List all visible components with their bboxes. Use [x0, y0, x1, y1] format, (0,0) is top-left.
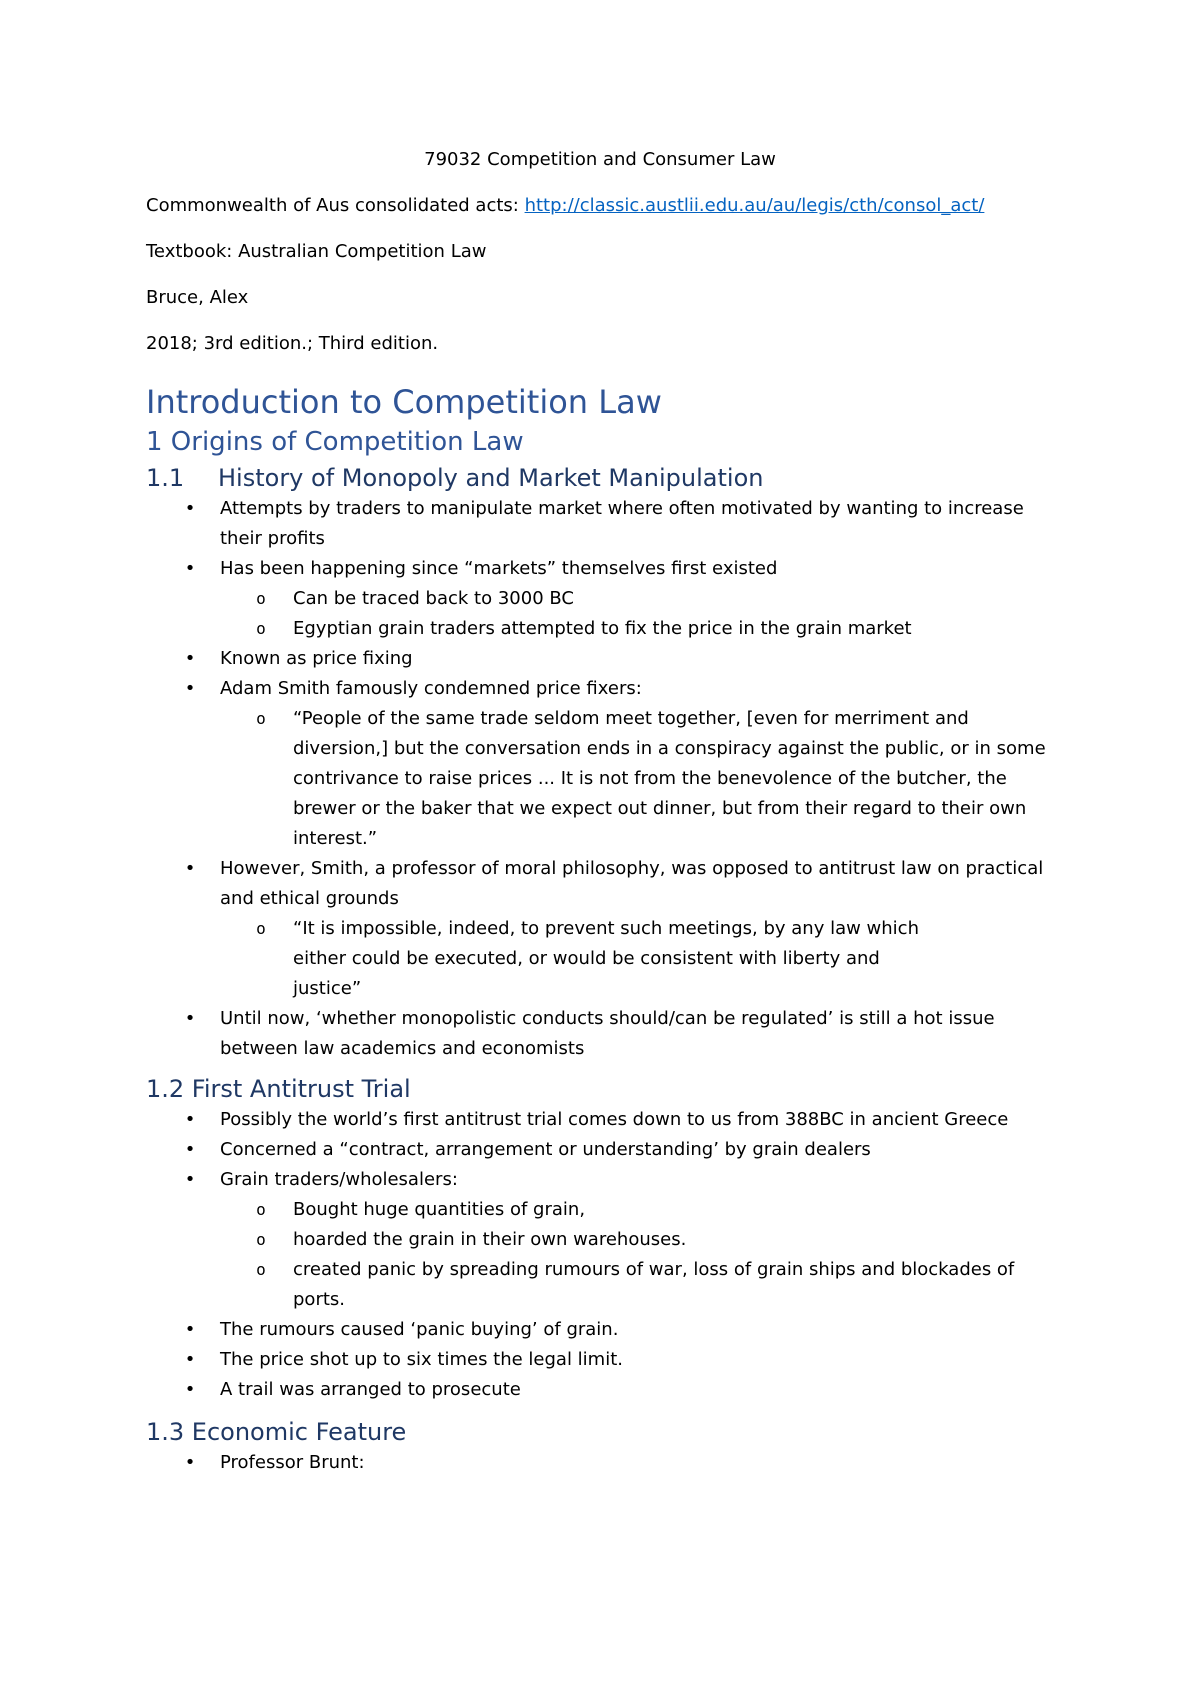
list-item-continued: their profits [220, 528, 325, 549]
list-item: Adam Smith famously condemned price fixers: [220, 678, 642, 699]
sub-bullet-marker: o [256, 1200, 266, 1219]
list-item: The price shot up to six times the legal limit. [220, 1349, 623, 1370]
sub-list-item: “It is impossible, indeed, to prevent such meetings, by any law which [293, 918, 919, 939]
list-item: Possibly the world’s first antitrust trial comes down to us from 388BC in ancient Greece [220, 1109, 1009, 1130]
list-item: Concerned a “contract, arrangement or understanding’ by grain dealers [220, 1139, 871, 1160]
list-item: Known as price fixing [220, 648, 413, 669]
sub-bullet-marker: o [256, 619, 266, 638]
heading-economic-feature: 1.3 Economic Feature [146, 1418, 407, 1446]
author-line: Bruce, Alex [146, 287, 249, 308]
list-item-continued: and ethical grounds [220, 888, 399, 909]
bullet-marker: • [184, 1008, 196, 1029]
sub-list-item: Egyptian grain traders attempted to fix the price in the grain market [293, 618, 912, 639]
bullet-marker: • [184, 648, 196, 669]
heading-history-title: History of Monopoly and Market Manipulation [218, 464, 764, 492]
acts-label: Commonwealth of Aus consolidated acts: [146, 195, 525, 216]
sub-list-item: “People of the same trade seldom meet together, [even for merriment and [293, 708, 969, 729]
list-item: Attempts by traders to manipulate market where often motivated by wanting to increase [220, 498, 1024, 519]
sub-list-item-continued: diversion,] but the conversation ends in a conspiracy against the public, or in some [293, 738, 1046, 759]
sub-bullet-marker: o [256, 919, 266, 938]
acts-line [146, 191, 984, 221]
sub-bullet-marker: o [256, 1260, 266, 1279]
bullet-marker: • [184, 1349, 196, 1370]
list-item: Professor Brunt: [220, 1452, 365, 1473]
heading-history [146, 462, 763, 494]
bullet-marker: • [184, 1169, 196, 1190]
sub-bullet-marker: o [256, 589, 266, 608]
sub-list-item: created panic by spreading rumours of war, loss of grain ships and blockades of [293, 1259, 1015, 1280]
sub-list-item-continued: interest.” [293, 828, 378, 849]
list-item: The rumours caused ‘panic buying’ of grain. [220, 1319, 619, 1340]
sub-list-item-continued: contrivance to raise prices ... It is not from the benevolence of the butcher, the [293, 768, 1007, 789]
bullet-marker: • [184, 1139, 196, 1160]
acts-link[interactable]: http://classic.austlii.edu.au/au/legis/cth/consol_act/ [524, 195, 985, 216]
list-item: However, Smith, a professor of moral philosophy, was opposed to antitrust law on practical [220, 858, 1044, 879]
sub-list-item: hoarded the grain in their own warehouses. [293, 1229, 687, 1250]
sub-list-item-continued: justice” [293, 978, 362, 999]
edition-line: 2018; 3rd edition.; Third edition. [146, 333, 439, 354]
sub-list-item-continued: brewer or the baker that we expect out dinner, but from their regard to their own [293, 798, 1027, 819]
sub-bullet-marker: o [256, 1230, 266, 1249]
bullet-marker: • [184, 1452, 196, 1473]
sub-bullet-marker: o [256, 709, 266, 728]
heading-origins: 1 Origins of Competition Law [146, 427, 524, 457]
list-item-continued: between law academics and economists [220, 1038, 585, 1059]
sub-list-item: Can be traced back to 3000 BC [293, 588, 574, 609]
list-item: Has been happening since “markets” themselves first existed [220, 558, 778, 579]
bullet-marker: • [184, 558, 196, 579]
heading-history-number: 1.1 [146, 464, 185, 492]
bullet-marker: • [184, 678, 196, 699]
sub-list-item-continued: either could be executed, or would be consistent with liberty and [293, 948, 880, 969]
bullet-marker: • [184, 498, 196, 519]
bullet-marker: • [184, 858, 196, 879]
bullet-marker: • [184, 1379, 196, 1400]
course-title: 79032 Competition and Consumer Law [424, 149, 776, 170]
textbook-line: Textbook: Australian Competition Law [146, 241, 487, 262]
bullet-marker: • [184, 1319, 196, 1340]
list-item: Grain traders/wholesalers: [220, 1169, 458, 1190]
sub-list-item: Bought huge quantities of grain, [293, 1199, 586, 1220]
bullet-marker: • [184, 1109, 196, 1130]
heading-first-antitrust-trial: 1.2 First Antitrust Trial [146, 1075, 411, 1103]
sub-list-item-continued: ports. [293, 1289, 345, 1310]
list-item: Until now, ‘whether monopolistic conducts should/can be regulated’ is still a hot issue [220, 1008, 995, 1029]
list-item: A trail was arranged to prosecute [220, 1379, 521, 1400]
heading-introduction: Introduction to Competition Law [146, 383, 662, 421]
